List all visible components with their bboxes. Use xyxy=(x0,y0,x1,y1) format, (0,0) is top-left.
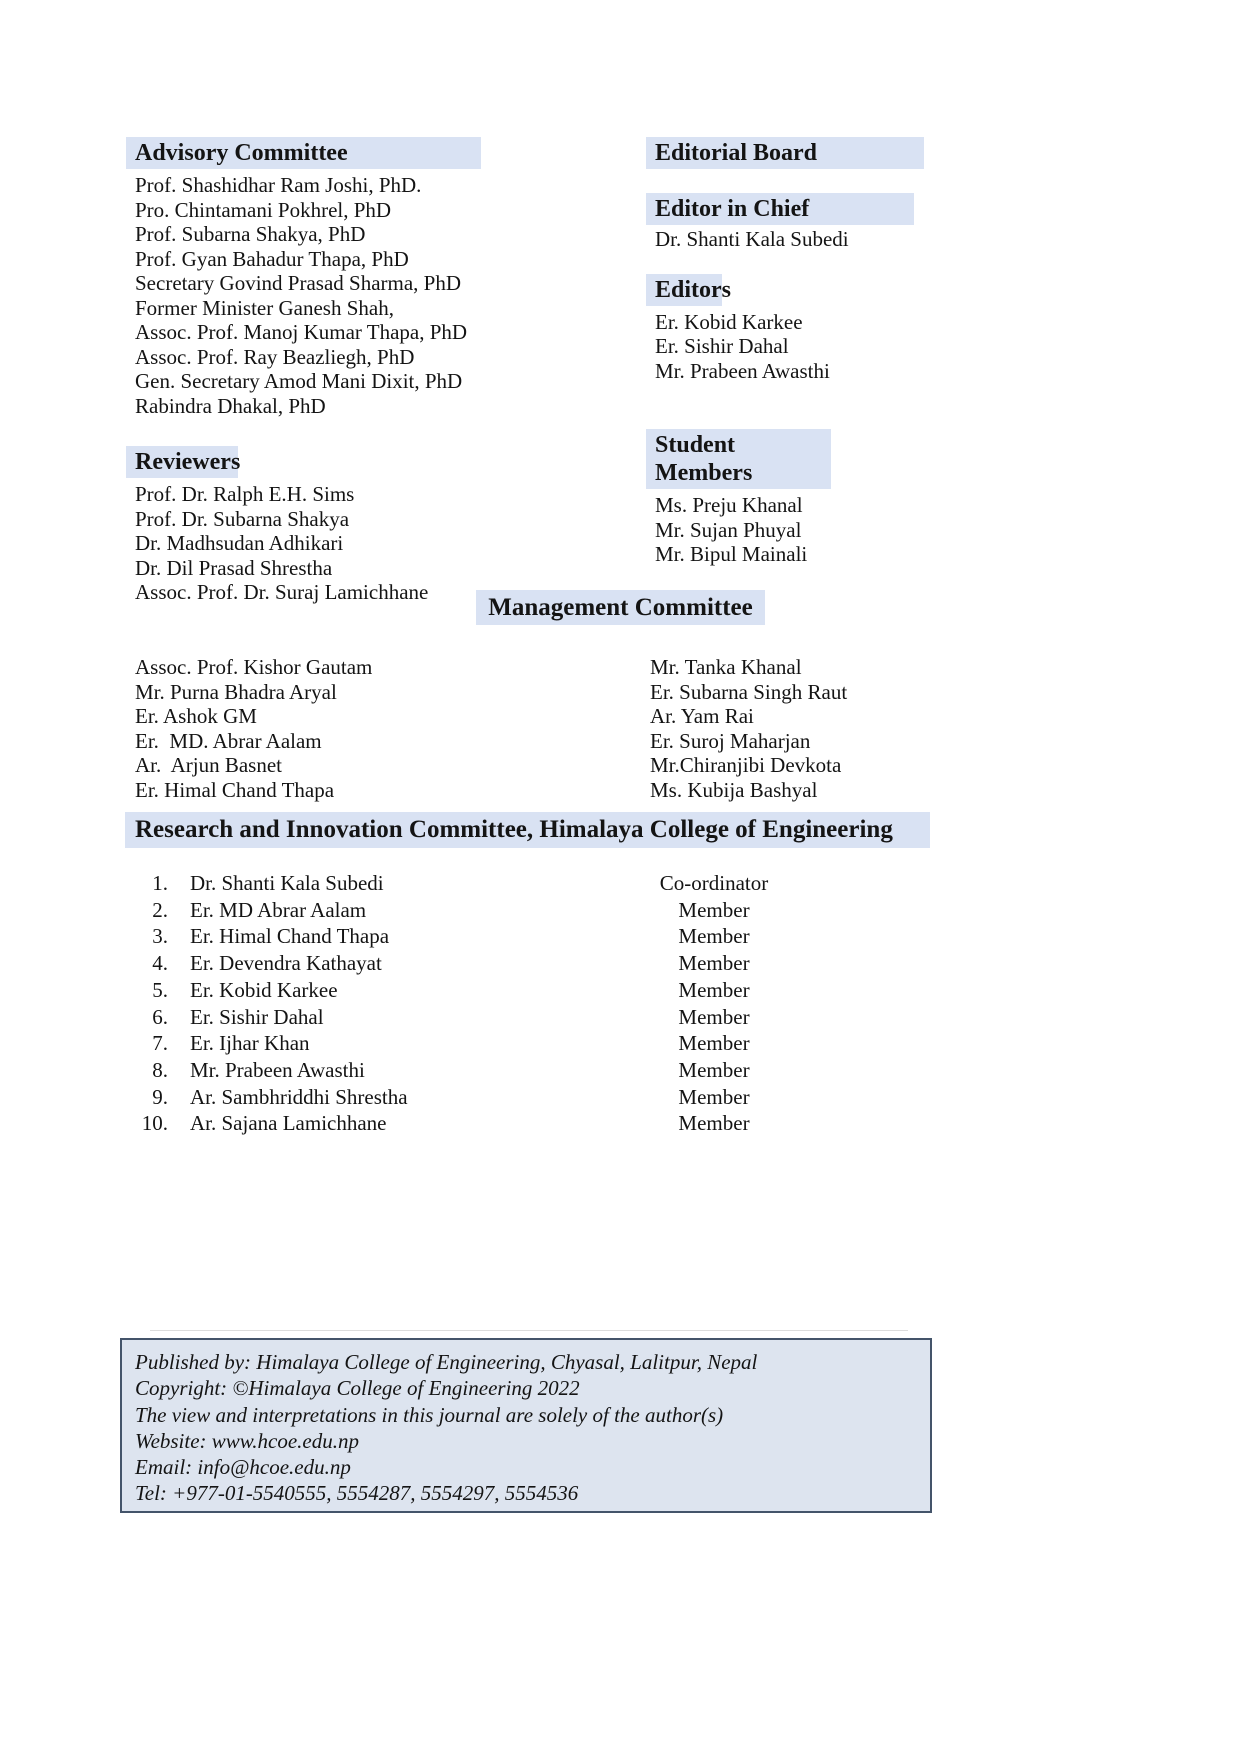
student-member: Mr. Bipul Mainali xyxy=(655,542,808,566)
research-committee-roster xyxy=(140,870,920,1137)
roster-role: Member xyxy=(678,1031,750,1056)
management-left-list xyxy=(135,655,605,802)
advisory-member: Gen. Secretary Amod Mani Dixit, PhD xyxy=(135,369,463,393)
management-member: Ms. Kubija Bashyal xyxy=(650,777,818,802)
roster-number: 10. xyxy=(141,1111,168,1136)
editor-in-chief-name: Dr. Shanti Kala Subedi xyxy=(655,227,849,251)
roster-name: Ar. Sambhriddhi Shrestha xyxy=(190,1084,408,1109)
editor: Er. Sishir Dahal xyxy=(655,334,789,358)
roster-number: 7. xyxy=(152,1031,168,1056)
editors-heading: Editors xyxy=(646,274,722,306)
advisory-member: Rabindra Dhakal, PhD xyxy=(135,393,326,418)
publisher-info-line: Website: www.hcoe.edu.np xyxy=(135,1428,359,1453)
roster-number: 9. xyxy=(152,1084,168,1109)
management-member: Assoc. Prof. Kishor Gautam xyxy=(135,655,373,679)
advisory-committee-list xyxy=(135,173,655,418)
management-committee-heading: Management Committee xyxy=(476,590,765,625)
roster-number: 8. xyxy=(152,1057,168,1082)
student-members-heading: Student Members xyxy=(646,429,831,489)
editorial-board-heading: Editorial Board xyxy=(646,137,924,169)
management-member: Mr. Purna Bhadra Aryal xyxy=(135,679,337,704)
publisher-info-line: Tel: +977-01-5540555, 5554287, 5554297, 5554536 xyxy=(135,1481,579,1506)
student-member: Ms. Preju Khanal xyxy=(655,493,803,517)
management-member: Mr. Tanka Khanal xyxy=(650,655,802,679)
roster-role: Member xyxy=(678,977,750,1002)
management-member: Er. Himal Chand Thapa xyxy=(135,777,335,802)
roster-role: Member xyxy=(678,897,750,922)
publisher-info-line: The view and interpretations in this journal are solely of the author(s) xyxy=(135,1402,724,1427)
management-member: Mr.Chiranjibi Devkota xyxy=(650,753,842,777)
advisory-member: Assoc. Prof. Manoj Kumar Thapa, PhD xyxy=(135,320,468,344)
roster-name: Ar. Sajana Lamichhane xyxy=(190,1111,387,1136)
roster-role: Member xyxy=(678,1111,750,1136)
right-column xyxy=(655,137,1125,567)
management-member: Er. Subarna Singh Raut xyxy=(650,679,848,704)
divider-line xyxy=(150,1330,908,1331)
advisory-member: Prof. Subarna Shakya, PhD xyxy=(135,222,366,246)
roster-name: Er. Ijhar Khan xyxy=(190,1031,310,1056)
publisher-info-box xyxy=(120,1338,932,1513)
roster-role: Member xyxy=(678,1004,750,1029)
management-member: Ar. Arjun Basnet xyxy=(135,753,282,777)
management-member: Er. MD. Abrar Aalam xyxy=(135,728,322,753)
advisory-member: Pro. Chintamani Pokhrel, PhD xyxy=(135,197,392,222)
student-member: Mr. Sujan Phuyal xyxy=(655,517,802,542)
student-members-list xyxy=(655,493,1125,567)
publisher-info-line: Email: info@hcoe.edu.np xyxy=(135,1455,351,1480)
roster-name: Er. Kobid Karkee xyxy=(190,977,338,1002)
roster-row xyxy=(140,870,920,897)
roster-row xyxy=(140,977,920,1004)
advisory-member: Prof. Shashidhar Ram Joshi, PhD. xyxy=(135,173,422,197)
roster-number: 5. xyxy=(152,977,168,1002)
reviewer: Prof. Dr. Ralph E.H. Sims xyxy=(135,482,355,506)
management-member: Er. Ashok GM xyxy=(135,704,257,728)
editor-in-chief-heading: Editor in Chief xyxy=(646,193,914,225)
roster-number: 2. xyxy=(152,897,168,922)
reviewer: Assoc. Prof. Dr. Suraj Lamichhane xyxy=(135,580,429,604)
editor: Mr. Prabeen Awasthi xyxy=(655,358,830,383)
publisher-info-line: Published by: Himalaya College of Engineering, Chyasal, Lalitpur, Nepal xyxy=(135,1350,758,1374)
roster-name: Er. Devendra Kathayat xyxy=(190,951,382,976)
roster-row xyxy=(140,1057,920,1084)
roster-number: 1. xyxy=(152,871,168,895)
roster-name: Dr. Shanti Kala Subedi xyxy=(190,871,384,895)
roster-name: Er. Himal Chand Thapa xyxy=(190,924,390,949)
reviewers-heading: Reviewers xyxy=(126,446,238,478)
roster-row xyxy=(140,1030,920,1057)
editor: Er. Kobid Karkee xyxy=(655,309,803,334)
roster-name: Mr. Prabeen Awasthi xyxy=(190,1057,365,1082)
advisory-member: Assoc. Prof. Ray Beazliegh, PhD xyxy=(135,344,415,369)
reviewers-list xyxy=(135,482,655,605)
roster-row xyxy=(140,897,920,924)
roster-name: Er. MD Abrar Aalam xyxy=(190,897,367,922)
management-member: Ar. Yam Rai xyxy=(650,704,754,728)
roster-row xyxy=(140,1110,920,1137)
advisory-member: Former Minister Ganesh Shah, xyxy=(135,295,394,320)
advisory-committee-heading: Advisory Committee xyxy=(126,137,481,169)
roster-number: 4. xyxy=(152,951,168,976)
roster-role: Member xyxy=(678,1084,750,1109)
publisher-info-line: Copyright: ©Himalaya College of Engineering 2022 xyxy=(135,1376,580,1401)
roster-row xyxy=(140,1084,920,1111)
roster-role: Member xyxy=(678,924,750,949)
roster-number: 3. xyxy=(152,924,168,949)
roster-role: Co-ordinator xyxy=(659,871,769,895)
reviewer: Dr. Dil Prasad Shrestha xyxy=(135,555,333,580)
management-member: Er. Suroj Maharjan xyxy=(650,728,811,753)
reviewer: Prof. Dr. Subarna Shakya xyxy=(135,506,350,531)
reviewer: Dr. Madhsudan Adhikari xyxy=(135,531,344,555)
roster-number: 6. xyxy=(152,1004,168,1029)
editors-list xyxy=(655,310,1125,384)
roster-row xyxy=(140,950,920,977)
roster-row xyxy=(140,923,920,950)
advisory-member: Prof. Gyan Bahadur Thapa, PhD xyxy=(135,246,409,271)
roster-row xyxy=(140,1004,920,1031)
roster-role: Member xyxy=(678,951,750,976)
roster-role: Member xyxy=(678,1057,750,1082)
management-right-list xyxy=(650,655,1120,802)
research-committee-heading: Research and Innovation Committee, Himalaya College of Engineering xyxy=(125,812,930,848)
left-column xyxy=(135,137,655,605)
management-committee-heading-row xyxy=(0,590,1241,625)
roster-name: Er. Sishir Dahal xyxy=(190,1004,324,1029)
advisory-member: Secretary Govind Prasad Sharma, PhD xyxy=(135,271,462,295)
